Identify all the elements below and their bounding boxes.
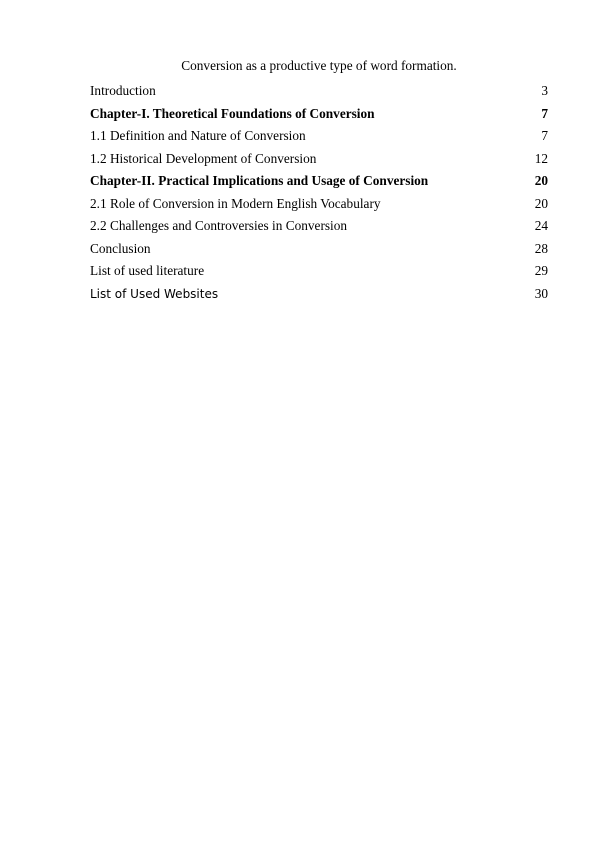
toc-entry-page: 20 [534,195,548,211]
toc-entry-label: Introduction [90,83,156,98]
toc-entry-section-2-2[interactable] [90,217,548,240]
toc-entry-label: Chapter-I. Theoretical Foundations of Conversion [90,105,375,121]
table-of-contents [90,82,548,307]
toc-entry-label: 2.1 Role of Conversion in Modern English Vocabulary [90,195,381,211]
toc-entry-conclusion[interactable] [90,240,548,263]
toc-entry-label: 2.2 Challenges and Controversies in Conversion [90,218,348,233]
toc-entry-page: 24 [534,218,548,233]
toc-entry-literature[interactable] [90,262,548,285]
toc-entry-label: 1.1 Definition and Nature of Conversion [90,128,306,143]
toc-entry-section-1-2[interactable] [90,150,548,173]
toc-entry-chapter-1[interactable] [90,105,548,128]
toc-entry-label: 1.2 Historical Development of Conversion [90,150,317,166]
toc-entry-label: Chapter-II. Practical Implications and Usage of Conversion [90,173,429,188]
toc-entry-introduction[interactable] [90,82,548,105]
toc-entry-label: Conclusion [90,240,151,256]
toc-entry-page: 20 [534,173,548,188]
toc-entry-section-1-1[interactable] [90,127,548,150]
toc-entry-websites[interactable] [90,285,548,308]
toc-entry-page: 29 [534,263,548,278]
toc-entry-label: List of Used Websites [90,286,219,301]
toc-entry-page: 30 [534,285,548,301]
toc-entry-page: 7 [541,105,548,121]
toc-entry-page: 28 [534,240,548,256]
toc-entry-chapter-2[interactable] [90,172,548,195]
toc-entry-page: 3 [541,83,548,98]
toc-entry-section-2-1[interactable] [90,195,548,218]
toc-entry-label: List of used literature [90,263,205,278]
toc-entry-page: 12 [534,150,548,166]
toc-entry-page: 7 [541,128,548,143]
document-title: Conversion as a productive type of word formation. [181,58,457,73]
